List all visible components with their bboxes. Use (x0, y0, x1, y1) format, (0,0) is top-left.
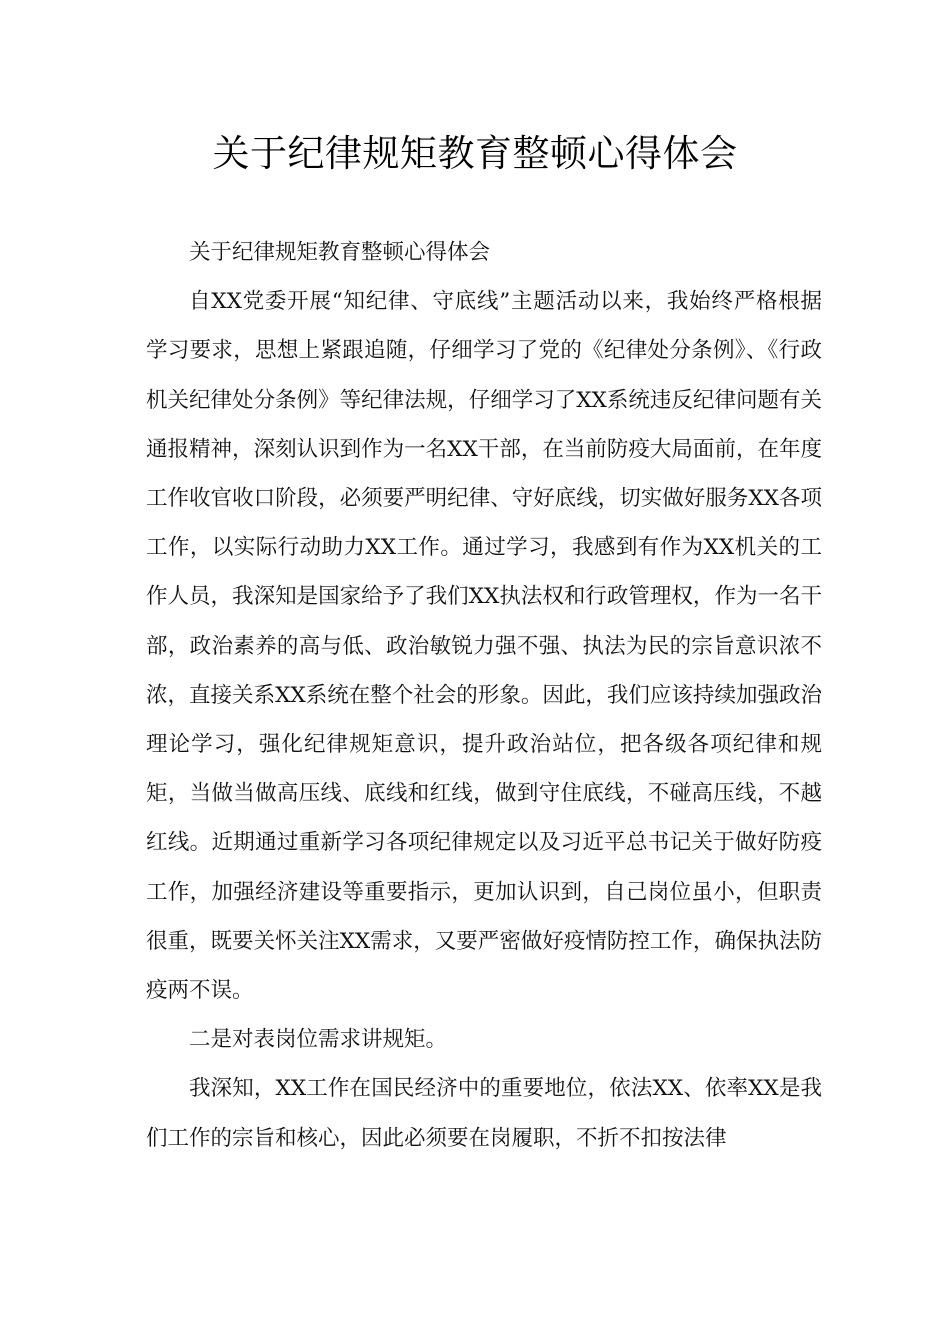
document-title: 关于纪律规矩教育整顿心得体会 (212, 132, 738, 175)
paragraph-continued: 我深知，XX工作在国民经济中的重要地位，依法XX、依率XX是我们工作的宗旨和核心，因此必须要在岗履职，不折不扣按法律 (146, 1076, 822, 1151)
paragraph-main: 自XX党委开展“知纪律、守底线”主题活动以来，我始终严格根据学习要求，思想上紧跟追随，仔细学习了党的《纪律处分条例》、《行政机关纪律处分条例》等纪律法规，仔细学习了XX系统违反纪律问题有关通报精神，深刻认识到作为一名XX干部，在当前防疫大局面前，在年度工作收官收口阶段，必须要严明纪律、守好底线，切实做好服务XX各项工作，以实际行动助力XX工作。通过学习，我感到有作为XX机关的工作人员，我深知是国家给予了我们XX执法权和行政管理权，作为一名干部，政治素养的高与低、政治敏锐力强不强、执法为民的宗旨意识浓不浓，直接关系XX系统在整个社会的形象。因此，我们应该持续加强政治理论学习，强化纪律规矩意识，提升政治站位，把各级各项纪律和规矩，当做当做高压线、底线和红线，做到守住底线，不碰高压线，不越红线。近期通过重新学习各项纪律规定以及习近平总书记关于做好防疫工作，加强经济建设等重要指示，更加认识到，自己岗位虽小，但职责很重，既要关怀关注XX需求，又要严密做好疫情防控工作，确保执法防疫两不误。 (146, 289, 822, 1004)
paragraph-heading-two: 二是对表岗位需求讲规矩。 (189, 1027, 448, 1053)
paragraph-subtitle: 关于纪律规矩教育整顿心得体会 (189, 240, 491, 265)
document-body (146, 228, 822, 1163)
